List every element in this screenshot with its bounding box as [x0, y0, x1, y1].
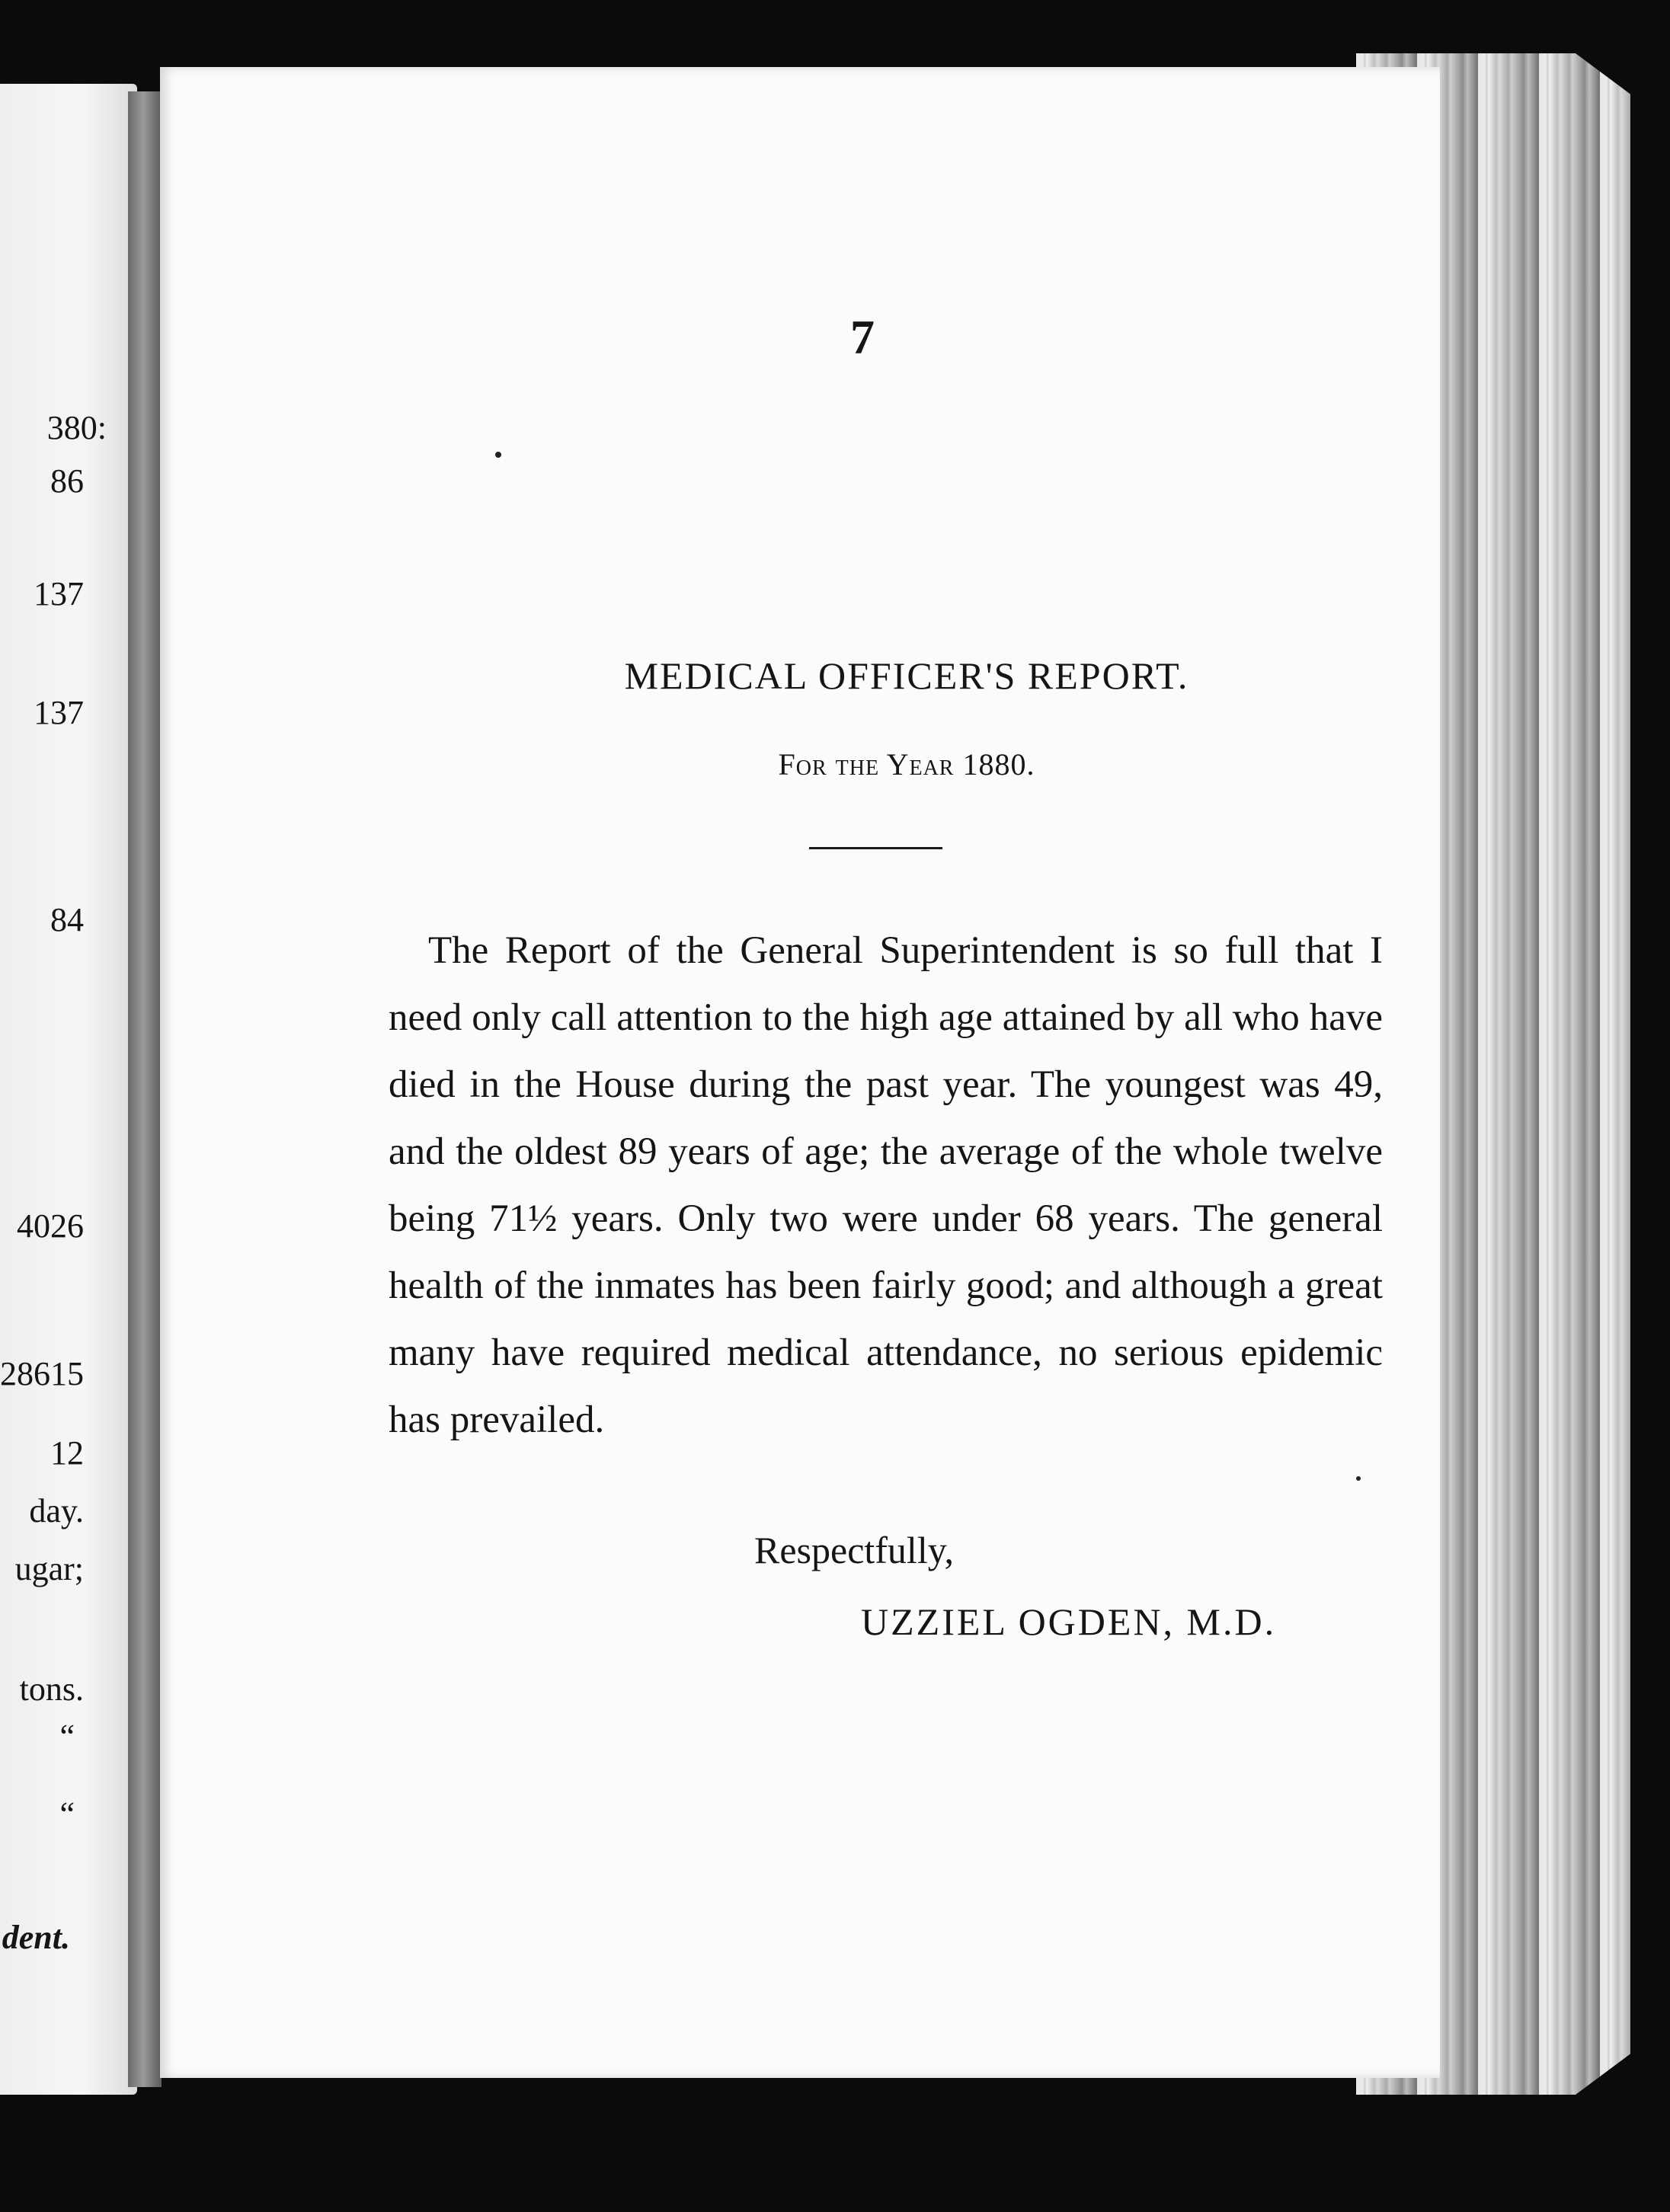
page-number: 7 — [850, 310, 875, 364]
previous-page — [0, 84, 137, 2095]
left-fragment: “ — [59, 1718, 75, 1755]
page-content — [389, 67, 1383, 2047]
ink-speck — [495, 452, 501, 458]
left-fragment: 28615 — [0, 1355, 84, 1392]
left-fragment: 137 — [34, 694, 84, 731]
left-fragment: 86 — [50, 462, 84, 500]
report-paragraph: The Report of the General Superintendent is so full that I need only call attention to the high age attained by all who have died in the House during the past year. The youngest was 49, and the oldest 89 years of age; the average of the whole twelve being 71½ years. Only two were under 68 years. The general health of the inmates has been fairly good; and although a great many have required medical attendance, no serious epidemic has prevailed. — [389, 929, 1383, 1441]
current-page — [160, 67, 1440, 2078]
left-fragment: “ — [59, 1795, 75, 1833]
left-fragment: 12 — [50, 1434, 84, 1472]
left-fragment: 4026 — [17, 1207, 84, 1245]
signature-name: UZZIEL OGDEN, M.D. — [861, 1600, 1277, 1643]
left-fragment: 84 — [50, 901, 84, 938]
report-title: MEDICAL OFFICER'S REPORT. — [624, 654, 1189, 697]
ink-speck — [1356, 1476, 1361, 1481]
report-subtitle: For the Year 1880. — [778, 747, 1035, 782]
closing-salutation: Respectfully, — [754, 1529, 954, 1571]
left-fragment: 380: — [46, 409, 107, 446]
left-fragment: 137 — [34, 575, 84, 612]
book-gutter — [128, 91, 162, 2087]
left-fragment: dent. — [2, 1919, 70, 1956]
divider-rule — [809, 847, 942, 849]
left-fragment: tons. — [19, 1670, 84, 1708]
left-fragment: ugar; — [14, 1550, 84, 1587]
left-fragment: day. — [29, 1492, 84, 1530]
